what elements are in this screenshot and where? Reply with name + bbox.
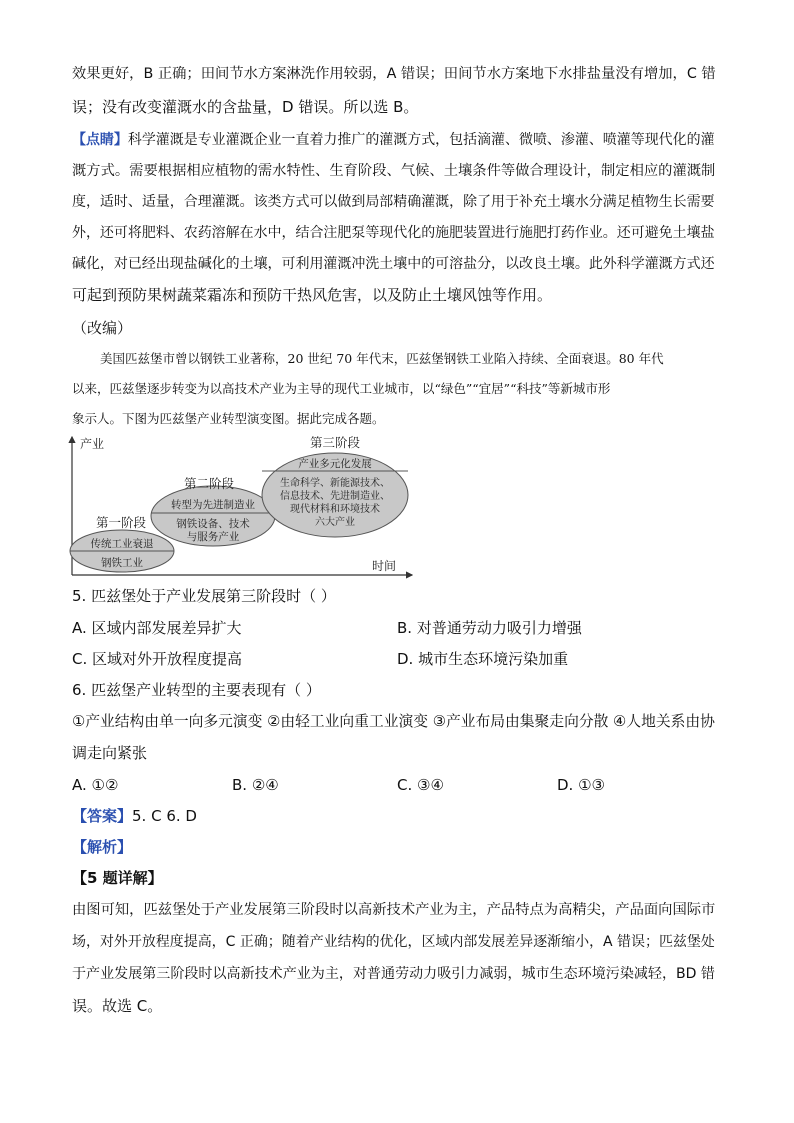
q5-stem: 5. 匹兹堡处于产业发展第三阶段时（ ） (72, 587, 336, 605)
stage-3-upper: 产业多元化发展 (298, 458, 372, 470)
stage-3-lower-1: 生命科学、新能源技术、 (280, 478, 390, 489)
stage-2-lower-2: 与服务产业 (186, 531, 240, 543)
stage-1-lower: 钢铁工业 (101, 557, 143, 569)
detail5-line-4: 误。故选 C。 (72, 997, 163, 1015)
detail5-tag: 【5 题详解】 (72, 869, 163, 887)
detail5-line-1: 由图可知，匹兹堡处于产业发展第三阶段时以高新技术产业为主，产品特点为高精尖，产品面向国际市 (72, 902, 716, 918)
stage-3-title: 第三阶段 (310, 435, 361, 450)
jiexi-tag: 【解析】 (72, 838, 133, 856)
dianjing-line-4: 外，还可将肥料、农药溶解在水中，结合注肥泵等现代化的施肥装置进行施肥打药作业。还可避免土壤盐 (72, 225, 715, 241)
intro-line-2: 以来，匹兹堡逐步转变为以高技术产业为主导的现代工业城市，以“绿色”“宜居”“科技”等新城市形 (72, 381, 611, 396)
intro-line-3: 象示人。下图为匹兹堡产业转型演变图。据此完成各题。 (72, 411, 385, 426)
stage-1-title: 第一阶段 (96, 515, 147, 530)
q5-option-d: D. 城市生态环境污染加重 (397, 650, 569, 668)
stage-3-lower-3: 现代材料和环境技术 (290, 504, 380, 515)
industry-transition-diagram (62, 433, 418, 583)
prev-explanation-line-1: 效果更好，B 正确；田间节水方案淋洗作用较弱，A 错误；田间节水方案地下水排盐量没有增加，C 错 (72, 66, 716, 82)
q5-option-c: C. 区域对外开放程度提高 (72, 650, 243, 668)
q6-option-a: A. ①② (72, 776, 119, 794)
prev-explanation-line-2: 误；没有改变灌溉水的含盐量，D 错误。所以选 B。 (72, 98, 419, 116)
stage-1-upper: 传统工业衰退 (90, 538, 154, 550)
answer-text: 5. C 6. D (132, 807, 197, 825)
stage-2 (151, 476, 275, 546)
dianjing-line-2: 溉方式。需要根据相应植物的需水特性、生育阶段、气候、土壤条件等做合理设计，制定相应的灌溉制 (72, 163, 716, 179)
answer-line (72, 806, 722, 826)
dianjing-line-1 (72, 130, 722, 150)
detail5-line-3: 于产业发展第三阶段时以高新技术产业为主，对普通劳动力吸引力减弱，城市生态环境污染减轻，BD 错 (72, 966, 715, 982)
dianjing-line-3: 度，适时、适量，合理灌溉。该类方式可以做到局部精确灌溉，除了用于补充土壤水分满足植物生长需要 (72, 194, 715, 210)
q6-option-b: B. ②④ (232, 776, 279, 794)
stage-2-title: 第二阶段 (184, 476, 235, 491)
q5-option-a: A. 区域内部发展差异扩大 (72, 619, 242, 637)
gaibian-label: （改编） (72, 319, 133, 337)
detail5-line-2: 场，对外开放程度提高，C 正确；随着产业结构的优化，区域内部发展差异逐渐缩小，A 错误；匹兹堡处 (72, 934, 715, 950)
stage-3-lower-2: 信息技术、先进制造业、 (280, 491, 390, 502)
q6-items-line-1: ①产业结构由单一向多元演变 ②由轻工业向重工业演变 ③产业布局由集聚走向分散 ④人地关系由协 (72, 713, 715, 730)
stage-3-lower-4: 六大产业 (315, 517, 355, 528)
dianjing-text-1: 科学灌溉是专业灌溉企业一直着力推广的灌溉方式，包括滴灌、微喷、渗灌、喷灌等现代化的灌 (127, 132, 715, 148)
dianjing-line-5: 碱化，对已经出现盐碱化的土壤，可利用灌溉冲洗土壤中的可溶盐分，以改良土壤。此外科学灌溉方式还 (72, 256, 715, 272)
stage-2-upper: 转型为先进制造业 (171, 499, 255, 511)
dianjing-tag: 【点睛】 (72, 132, 128, 148)
q6-option-d: D. ①③ (557, 776, 605, 794)
dianjing-line-6: 可起到预防果树蔬菜霜冻和预防干热风危害，以及防止土壤风蚀等作用。 (72, 286, 553, 304)
q6-items-line-2: 调走向紧张 (72, 744, 148, 762)
stage-3 (262, 435, 408, 537)
q5-option-b: B. 对普通劳动力吸引力增强 (397, 619, 582, 637)
y-axis-label: 产业 (80, 437, 105, 451)
x-axis-label: 时间 (372, 559, 397, 573)
intro-line-1: 美国匹兹堡市曾以钢铁工业著称，20 世纪 70 年代末，匹兹堡钢铁工业陷入持续、全面衰退。80 年代 (100, 351, 664, 366)
answer-tag: 【答案】 (72, 807, 133, 825)
q6-option-c: C. ③④ (397, 776, 444, 794)
stage-2-lower-1: 钢铁设备、技术 (176, 518, 250, 530)
q6-stem: 6. 匹兹堡产业转型的主要表现有（ ） (72, 681, 321, 699)
